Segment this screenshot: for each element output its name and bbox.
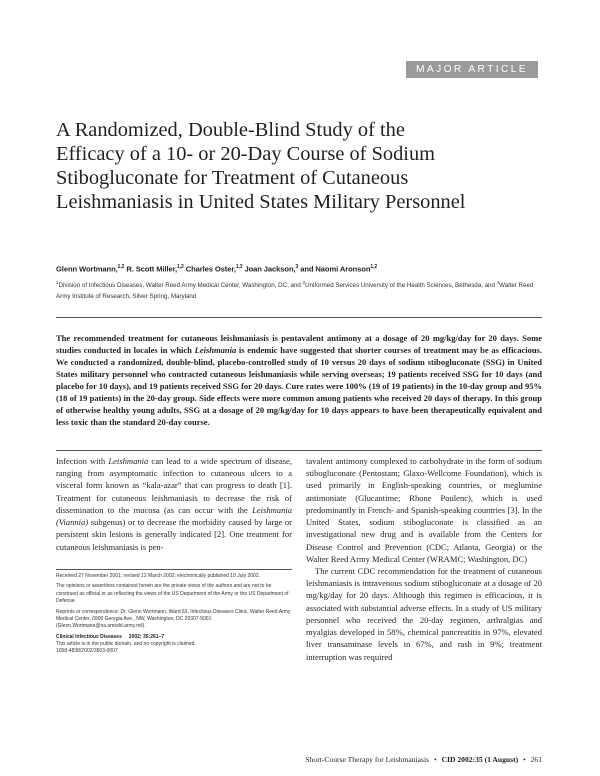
public-domain-note: This article is in the public domain, and no copyright is claimed. <box>56 640 196 647</box>
affiliation-marker: 1,3 <box>235 264 243 270</box>
author-name: R. Scott Miller, <box>124 264 178 274</box>
body-column-right <box>306 455 542 663</box>
author-name: Glenn Wortmann, <box>56 264 118 274</box>
abstract <box>56 332 542 428</box>
abstract-bottom-divider <box>56 450 542 451</box>
author-affiliations <box>56 278 546 302</box>
author-list <box>56 264 546 274</box>
affiliation-text: Walter Reed Army Institute of Research, Silver Spring, Maryland <box>56 282 534 300</box>
italic-text: Leishmania (Viannia) <box>56 504 292 528</box>
text-run: subgenus) or to decrease the morbidity caused by large or persistent skin lesions is generally indicated [2]. One treatment for cutaneous leishmaniasis is pen- <box>56 517 292 552</box>
body-paragraph: The current CDC recommendation for the treatment of cutaneous leishmaniasis is intravenous sodium stibogluconate at a dosage of 20 mg/kg/day for 20 days. Although this regimen is efficacious, it is associated with substantial adverse effects. In a study of US military personnel who received the 20-day regimen, arthralgias and myalgias developed in 58%, chemical pancreatitis in 97%, elevated liver transaminase levels in 67%, and rash in 9%; treatment interruption was required <box>306 565 542 662</box>
journal-citation: Clinical Infectious Diseases 2002; 35:261–7 <box>56 633 165 640</box>
disclaimer-note: The opinions or assertions contained herein are the private views of the authors and are not to be construed as official or as reflecting the views of the US Department of the Army or the US Department of Defense. <box>56 583 289 605</box>
page-footer <box>305 755 542 764</box>
affiliation-marker: 1,2 <box>117 264 125 270</box>
running-title: Short-Course Therapy for Leishmaniasis <box>305 755 430 764</box>
text-run: The recommended treatment for cutaneous leishmaniasis is pentavalent antimony at a dosage of 20 mg/kg/day for 20 days. Some studies conducted in locales in which <box>56 333 542 356</box>
reprints-note: Reprints or correspondence: Dr. Glenn Wortmann, Ward 63, Infectious Diseases Clinic, Walter Reed Army Medical Center, 6900 Georgia Ave., NW, Washington, DC 20307-5001 (Glenn.Wortmann@na.amedd.army.mil). <box>56 608 291 630</box>
affiliation-marker: 3 <box>295 264 299 270</box>
received-date-note: Received 27 November 2001; revised 12 March 2002; electronically published 10 July 2002. <box>56 573 261 579</box>
journal-issue-citation: CID 2002:35 (1 August) <box>441 755 519 764</box>
text-run: can lead to a wide spectrum of disease, ranging from asymptomatic infection to cutaneous ulcers to a visceral form known as “kala-azar” that can progress to death [1]. Treatment for cutaneous leishmaniasis to decrease the risk of dissemination to the mucosa (as can occur with the <box>56 456 292 515</box>
italic-text: Leishmania <box>194 345 237 356</box>
affiliation-text: Uniformed Services University of the Health Sciences, Bethesda, and <box>305 282 497 290</box>
footnotes <box>56 573 292 656</box>
affiliation-text: Division of Infectious Diseases, Walter Reed Army Medical Center, Washington, DC; and <box>58 282 303 290</box>
author-name: and Naomi Aronson <box>298 264 371 274</box>
footer-bullet: • <box>433 755 437 764</box>
affiliation-marker: 1,2 <box>177 264 184 270</box>
body-column-left <box>56 455 292 553</box>
affiliation-marker: 3 <box>496 280 500 285</box>
author-name: Joan Jackson, <box>242 264 296 274</box>
abstract-top-divider <box>56 317 542 318</box>
page-number: 261 <box>530 755 542 764</box>
affiliation-marker: 2 <box>302 280 306 285</box>
text-run: Infection with <box>56 456 109 466</box>
affiliation-marker: 1,2 <box>370 264 378 270</box>
body-paragraph <box>56 455 292 553</box>
footer-bullet: • <box>523 755 526 764</box>
italic-text: Leishmania <box>108 456 149 466</box>
body-paragraph: tavalent antimony complexed to carbohydrate in the form of sodium stibogluconate (Pentostam; Glaxo-Wellcome Foundation), which is used primarily in English-speaking countries, or meglumine antimoniate (Glucantime; Rhone Poulenc), which is used predominantly in French- and Spanish-speaking countries [3]. In the United States, sodium stibogluconate is classified as an investigational new drug and is available from the Centers for Disease Control and Prevention (CDC; Atlanta, Georgia) or the Walter Reed Army Medical Center (WRAMC; Washington, DC) <box>306 456 542 564</box>
footnote-divider <box>56 569 292 570</box>
text-run: is endemic have suggested that shorter courses of treatment may be as efficacious. We conducted a randomized, double-blind, placebo-controlled study of 10 versus 20 days of sodium stibogluconate (SSG) in United States military personnel who contracted cutaneous leishmaniasis while serving overseas; 19 patients received SSG for 10 days (and placebo for 10 days), and 19 patients received SSG for 20 days. Cure rates were 100% (19 of 19 patients) in the 10-day group and 95% (18 of 19 patients) in the 20-day group. Side effects were more common among patients who received 20 days of therapy. In this group of otherwise healthy young adults, SSG at a dosage of 20 mg/kg/day for 10 days appears to have been therapeutically equivalent and less toxic than the standard 20-day course. <box>56 345 542 428</box>
article-type-badge: MAJOR ARTICLE <box>406 61 538 78</box>
affiliation-marker: 1 <box>56 280 59 285</box>
article-title: A Randomized, Double-Blind Study of the Efficacy of a 10- or 20-Day Course of Sodium Stibogluconate for Treatment of Cutaneous Leishmaniasis in United States Military Personnel <box>56 119 466 213</box>
issn-note: 1058-4838/2002/3503-0007 <box>56 648 118 655</box>
author-name: Charles Oster, <box>183 264 236 274</box>
